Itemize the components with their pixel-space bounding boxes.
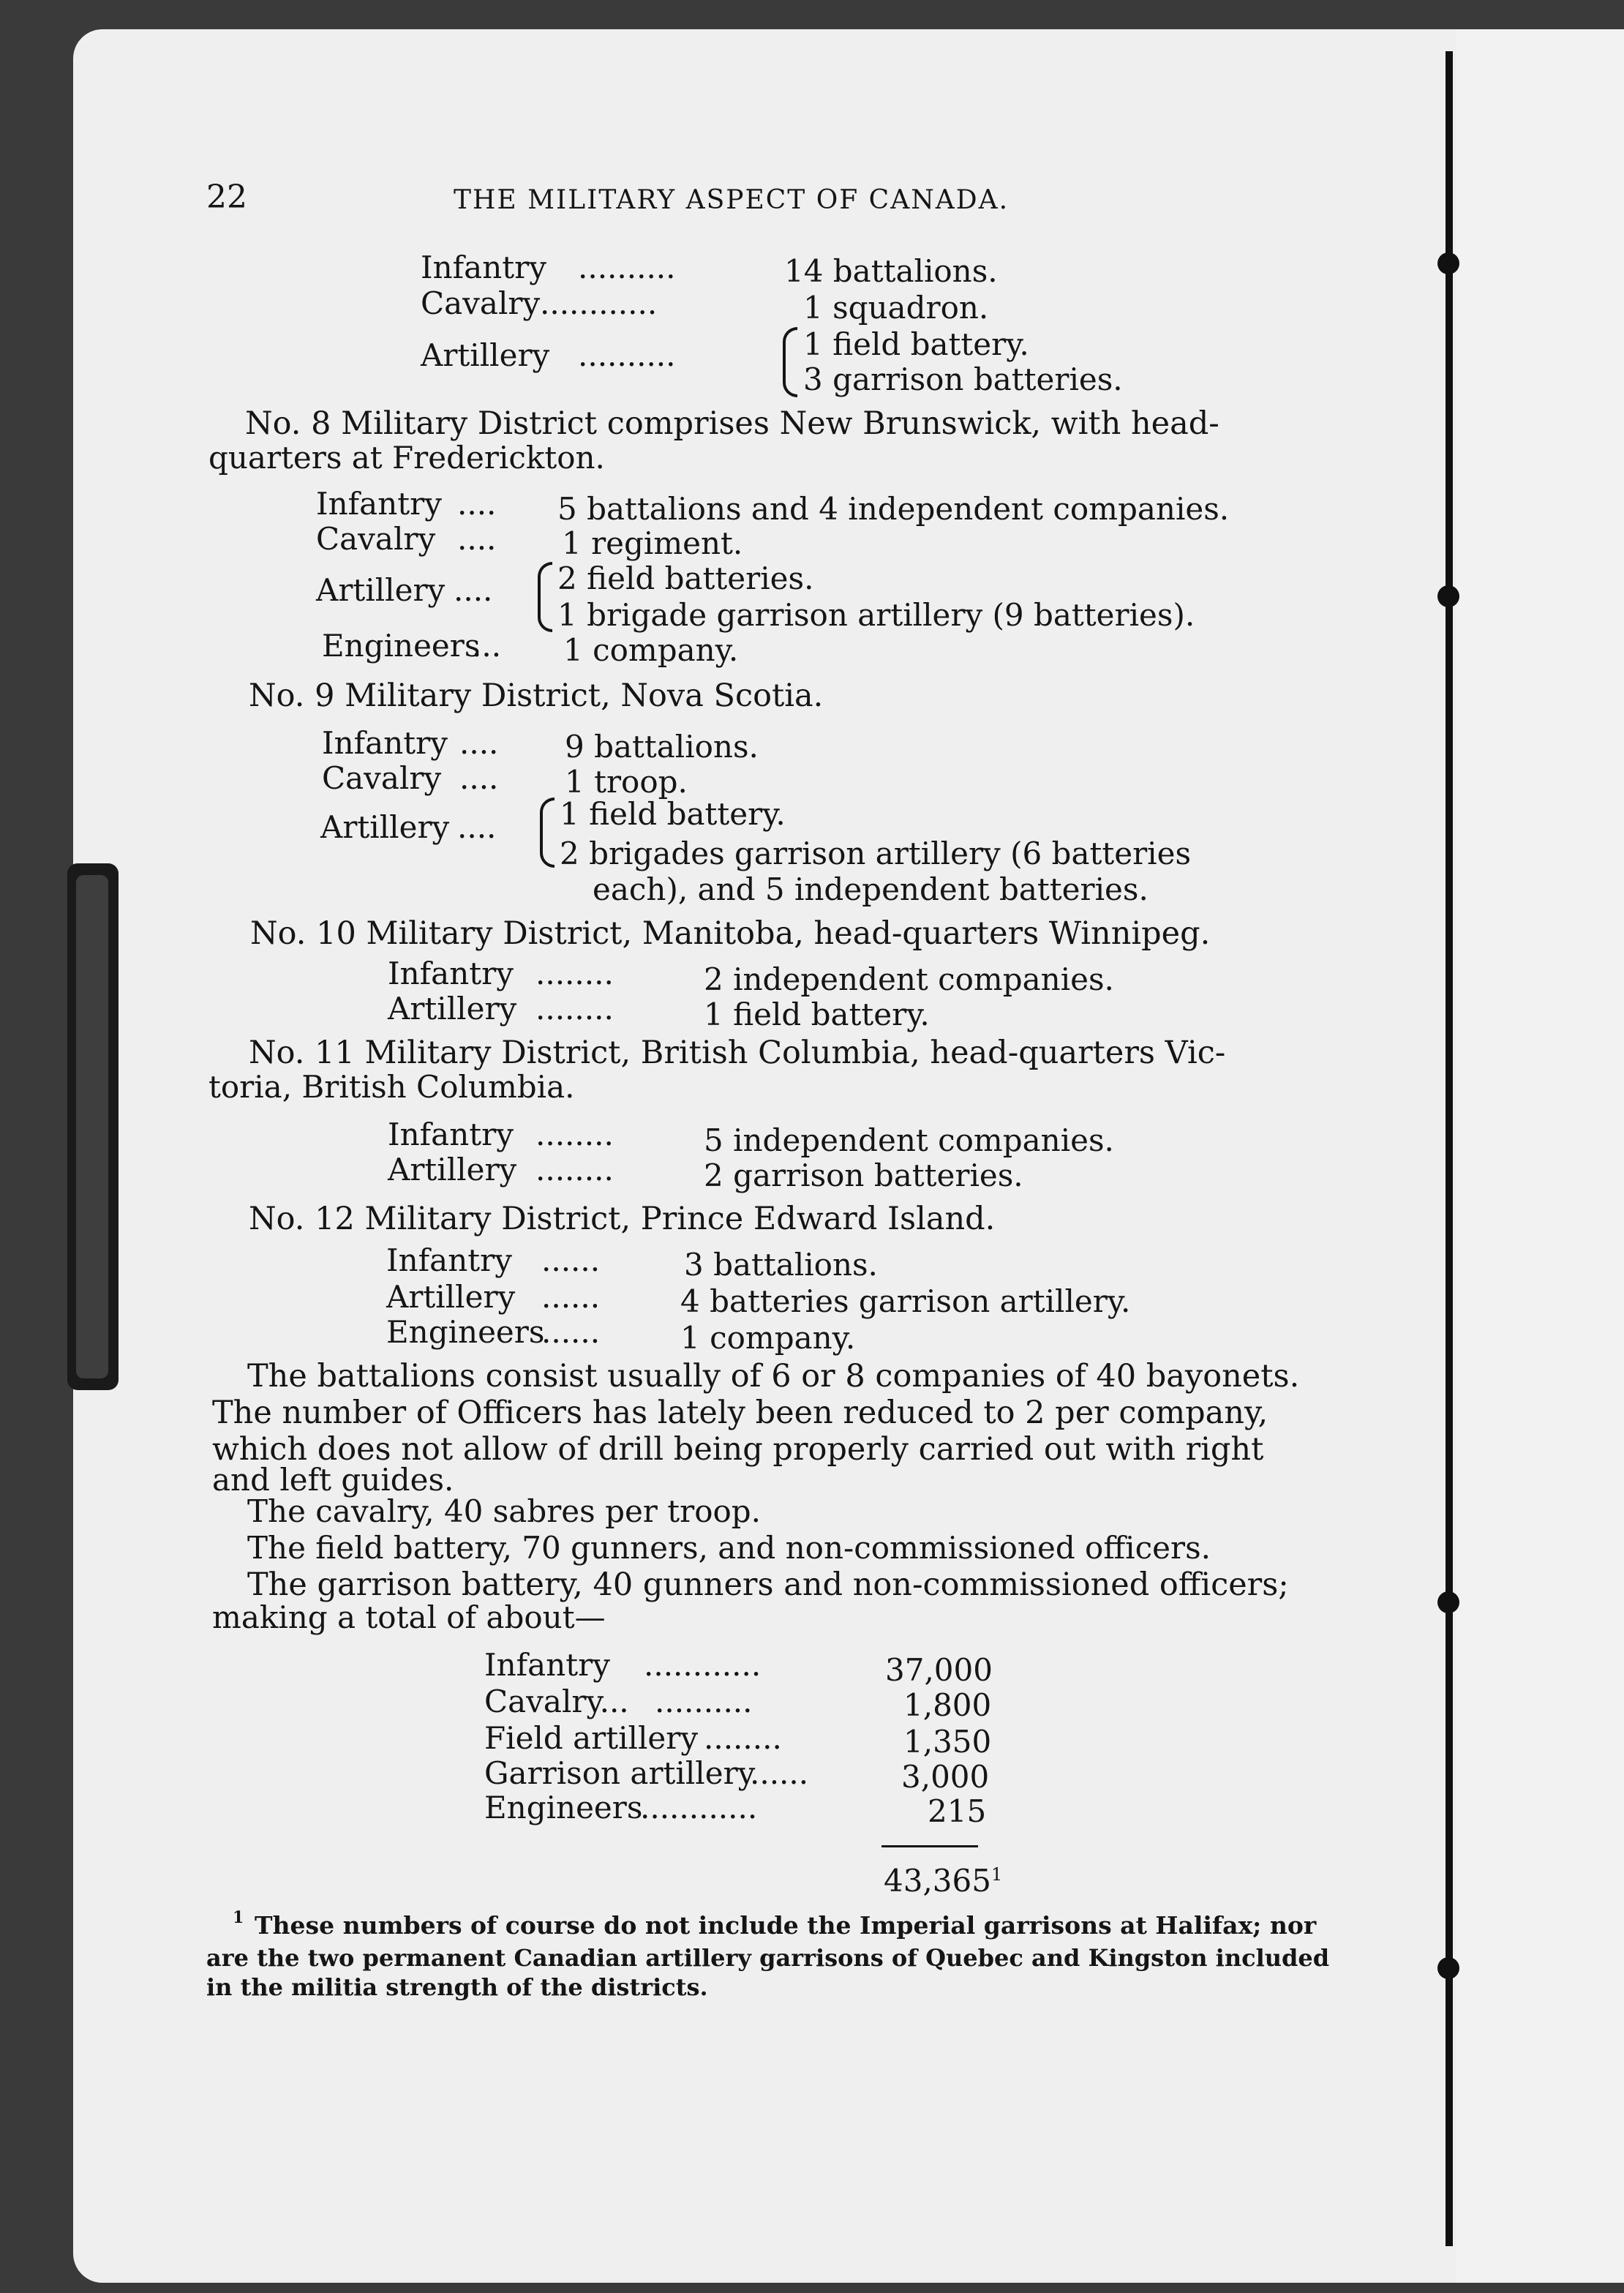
row-label: Infantry: [388, 1117, 514, 1152]
running-title: THE MILITARY ASPECT OF CANADA.: [454, 185, 1010, 215]
dot-leader: ......: [541, 1314, 601, 1350]
page-number: 22: [206, 179, 247, 216]
paragraph-line: and left guides.: [212, 1462, 454, 1498]
grand-total: 43,365$^1$: [884, 1863, 1003, 1899]
row-value: 1 troop.: [565, 764, 688, 800]
book-spine: [1446, 51, 1453, 2246]
dot-leader: ......: [541, 1242, 601, 1278]
row-label: Cavalry: [316, 521, 436, 557]
row-label: Engineers: [386, 1314, 545, 1350]
row-value: 5 battalions and 4 independent companies.: [557, 491, 1230, 527]
total-value: 215: [928, 1793, 987, 1829]
dot-leader: ....: [454, 572, 493, 608]
paragraph-line: The battalions consist usually of 6 or 8 companies of 40 bayonets.: [247, 1358, 1300, 1395]
row-value: 1 company.: [563, 632, 739, 668]
total-value: 37,000: [885, 1652, 993, 1688]
spine-mark: [1437, 1957, 1459, 1979]
row-label: Engineers: [322, 628, 481, 664]
footnote-line: These numbers of course do not include the Imperial garrisons at Halifax; nor: [255, 1911, 1317, 1940]
paragraph-line: The field battery, 70 gunners, and non-commissioned officers.: [247, 1530, 1211, 1566]
sum-rule: [881, 1845, 978, 1847]
total-value: 1,800: [903, 1687, 992, 1723]
row-value: 14 battalions.: [784, 253, 998, 289]
dot-leader: ....: [459, 760, 499, 796]
district-heading: toria, British Columbia.: [208, 1069, 575, 1105]
district-heading: No. 12 Military District, Prince Edward Island.: [249, 1201, 996, 1237]
row-value: 9 battalions.: [565, 729, 759, 765]
row-value: 1 brigade garrison artillery (9 batteries).: [557, 597, 1195, 633]
dot-leader: ......: [750, 1755, 809, 1791]
facing-page: [1456, 29, 1624, 2283]
dot-leader: ......: [541, 1279, 601, 1315]
footnote-ref[interactable]: 1: [990, 1864, 1003, 1885]
district-heading: No. 9 Military District, Nova Scotia.: [249, 678, 824, 714]
row-value: 1 field battery.: [704, 997, 930, 1032]
row-value: 2 independent companies.: [704, 961, 1114, 997]
dot-leader: ........: [704, 1720, 782, 1756]
dot-leader: ..........: [655, 1684, 753, 1719]
paragraph-line: The cavalry, 40 sabres per troop.: [247, 1493, 762, 1529]
dot-leader: ....: [459, 725, 499, 761]
spine-mark: [1437, 1591, 1459, 1613]
row-label: Artillery: [421, 337, 550, 373]
row-label: Infantry: [388, 956, 514, 991]
total-label: Infantry: [484, 1647, 610, 1683]
row-value: 1 company.: [680, 1320, 856, 1356]
paragraph-line: making a total of about—: [212, 1599, 606, 1635]
total-label: Engineers: [484, 1790, 643, 1825]
footnote-marker: 1: [233, 1908, 244, 1927]
district-heading: quarters at Frederickton.: [208, 440, 605, 476]
dot-leader: ..........: [578, 337, 676, 373]
row-label: Infantry: [316, 486, 442, 522]
row-label: Cavalry: [322, 760, 442, 796]
paragraph-line: The number of Officers has lately been reduced to 2 per company,: [212, 1395, 1268, 1431]
row-label: Artillery: [316, 572, 446, 608]
district-heading: No. 8 Military District comprises New Brunswick, with head-: [245, 405, 1219, 442]
total-label: Garrison artillery: [484, 1755, 756, 1791]
district-heading: No. 11 Military District, British Columbia, head-quarters Vic-: [249, 1035, 1226, 1071]
row-label: Artillery: [320, 809, 450, 845]
row-value: 1 regiment.: [562, 525, 743, 561]
row-label: Infantry: [421, 249, 546, 285]
total-label: Field artillery: [484, 1720, 699, 1756]
row-value: 5 independent companies.: [704, 1122, 1114, 1158]
row-label: Artillery: [388, 991, 517, 1027]
row-value: 3 battalions.: [684, 1247, 878, 1283]
dot-leader: ............: [540, 285, 658, 321]
footnote-line: in the militia strength of the districts.: [206, 1973, 708, 2001]
binding-tab-inner: [76, 875, 108, 1378]
dot-leader: ..........: [578, 249, 676, 285]
dot-leader: ........: [535, 1152, 614, 1187]
total-value: 1,350: [903, 1724, 992, 1760]
row-value: each), and 5 independent batteries.: [593, 871, 1149, 907]
row-label: Artillery: [388, 1152, 517, 1187]
dot-leader: ............: [644, 1647, 762, 1683]
footnote-line: are the two permanent Canadian artillery garrisons of Quebec and Kingston included: [206, 1944, 1330, 1972]
dot-leader: ........: [535, 1117, 614, 1152]
dot-leader: ........: [535, 956, 614, 991]
row-label: Infantry: [386, 1242, 512, 1278]
dot-leader: ....: [457, 486, 497, 522]
paragraph-line: which does not allow of drill being properly carried out with right: [212, 1431, 1264, 1468]
dot-leader: ........: [535, 991, 614, 1027]
brace: [540, 798, 555, 868]
total-label: Cavalry...: [484, 1684, 629, 1719]
row-value: 3 garrison batteries.: [803, 361, 1123, 397]
row-value: 1 field battery.: [803, 326, 1029, 362]
paragraph-line: The garrison battery, 40 gunners and non-commissioned officers;: [247, 1566, 1289, 1603]
dot-leader: ............: [640, 1790, 758, 1825]
district-heading: No. 10 Military District, Manitoba, head-quarters Winnipeg.: [250, 915, 1211, 952]
row-label: Cavalry: [421, 285, 541, 321]
row-value: 1 squadron.: [803, 290, 989, 326]
row-label: Artillery: [386, 1279, 516, 1315]
row-label: Infantry: [322, 725, 448, 761]
total-value: 3,000: [901, 1759, 990, 1795]
spine-mark: [1437, 585, 1459, 607]
dot-leader: ...: [472, 628, 502, 664]
spine-mark: [1437, 252, 1459, 274]
row-value: 2 brigades garrison artillery (6 batteries: [560, 836, 1192, 871]
brace: [783, 327, 797, 397]
row-value: 1 field battery.: [560, 796, 786, 832]
brace: [538, 562, 552, 632]
dot-leader: ....: [457, 809, 497, 845]
row-value: 2 garrison batteries.: [704, 1157, 1023, 1193]
row-value: 2 field batteries.: [557, 560, 814, 596]
dot-leader: ....: [457, 521, 497, 557]
row-value: 4 batteries garrison artillery.: [680, 1283, 1131, 1319]
